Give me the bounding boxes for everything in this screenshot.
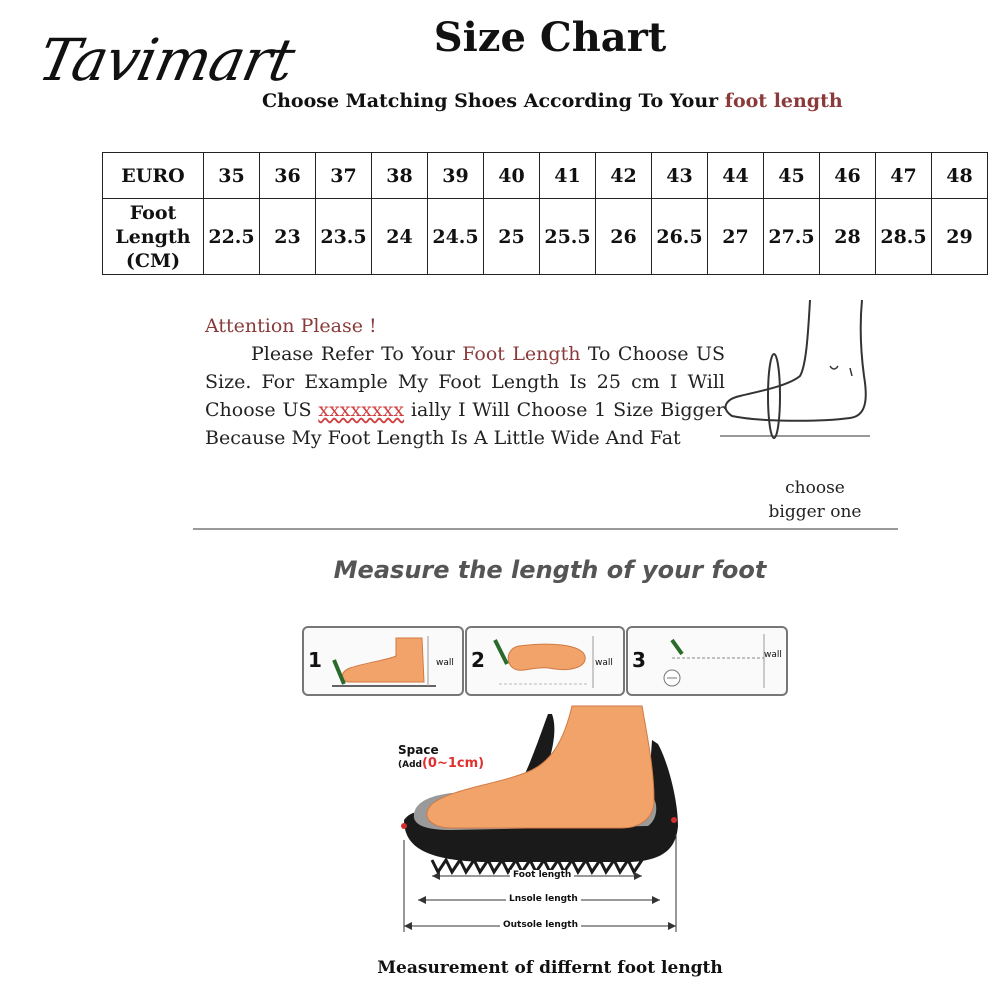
wall-label: wall [595,658,613,668]
foot-length-row [103,199,988,275]
step-number: 1 [308,648,322,672]
euro-header: EURO [103,153,204,199]
insole-length-label: Lnsole length [506,894,581,904]
foot-top-icon [489,634,599,690]
euro-cell: 47 [876,153,932,199]
length-cell: 28 [820,199,876,275]
foot-side-icon [328,634,438,690]
euro-row [103,153,988,199]
attention-highlight: Foot Length [462,343,581,365]
wall-label: wall [436,658,454,668]
euro-cell: 35 [204,153,260,199]
step-2-panel [465,626,625,696]
wall-label: wall [764,650,782,660]
space-label-prefix: (Add [398,760,422,770]
subtitle [262,90,843,112]
length-cell: 27 [708,199,764,275]
length-cell: 22.5 [204,199,260,275]
note-line: bigger one [768,502,862,522]
page-title: Size Chart [433,14,667,61]
attention-text: Please Refer To Your [251,343,463,365]
subtitle-accent: foot length [724,90,843,112]
step-number: 2 [471,648,485,672]
section-divider [193,528,898,530]
choose-bigger-note [760,476,870,524]
length-cell: 24 [372,199,428,275]
attention-body [205,340,725,452]
length-cell: 25.5 [540,199,596,275]
foot-length-header [103,199,204,275]
foot-length-header-line: Foot [129,201,177,224]
euro-cell: 39 [428,153,484,199]
euro-cell: 45 [764,153,820,199]
length-cell: 24.5 [428,199,484,275]
euro-cell: 44 [708,153,764,199]
measure-title: Measure the length of your foot [333,556,767,584]
subtitle-text: Choose Matching Shoes According To Your [262,90,725,112]
euro-cell: 41 [540,153,596,199]
length-cell: 23 [260,199,316,275]
foot-length-label: Foot length [510,870,574,880]
length-cell: 25 [484,199,540,275]
attention-text: ially I Will Choose 1 Size Bigger Because My Foot Length Is A Little Wide And Fat [205,399,725,449]
length-cell: 28.5 [876,199,932,275]
length-cell: 26.5 [652,199,708,275]
euro-cell: 42 [596,153,652,199]
euro-cell: 43 [652,153,708,199]
foot-length-header-line: Length [115,225,191,248]
attention-note [205,312,725,452]
length-cell: 23.5 [316,199,372,275]
brand-logo: Tavimart [32,26,300,94]
attention-title: Attention Please ! [205,315,377,337]
foot-sketch-illustration [710,296,880,446]
shoe-foot-illustration [392,700,692,950]
space-range: (0~1cm) [421,756,485,771]
size-table [102,152,988,275]
space-label-line: Space [398,743,439,757]
note-line: choose [785,478,845,498]
step-3-panel [626,626,788,696]
step-number: 3 [632,648,646,672]
length-cell: 27.5 [764,199,820,275]
length-cell: 26 [596,199,652,275]
euro-cell: 40 [484,153,540,199]
euro-cell: 36 [260,153,316,199]
length-cell: 29 [932,199,988,275]
attention-masked: xxxxxxxx [318,399,405,421]
step-1-panel [302,626,464,696]
measurement-caption: Measurement of differnt foot length [377,958,723,978]
attention-text: To Choose US Size. For Example My Foot Length Is 25 cm I Will Choose US [205,343,725,421]
euro-cell: 48 [932,153,988,199]
euro-cell: 38 [372,153,428,199]
foot-length-header-line: (CM) [125,249,181,272]
outsole-length-label: Outsole length [500,920,581,930]
euro-cell: 46 [820,153,876,199]
euro-cell: 37 [316,153,372,199]
ruler-measure-icon [652,632,772,690]
